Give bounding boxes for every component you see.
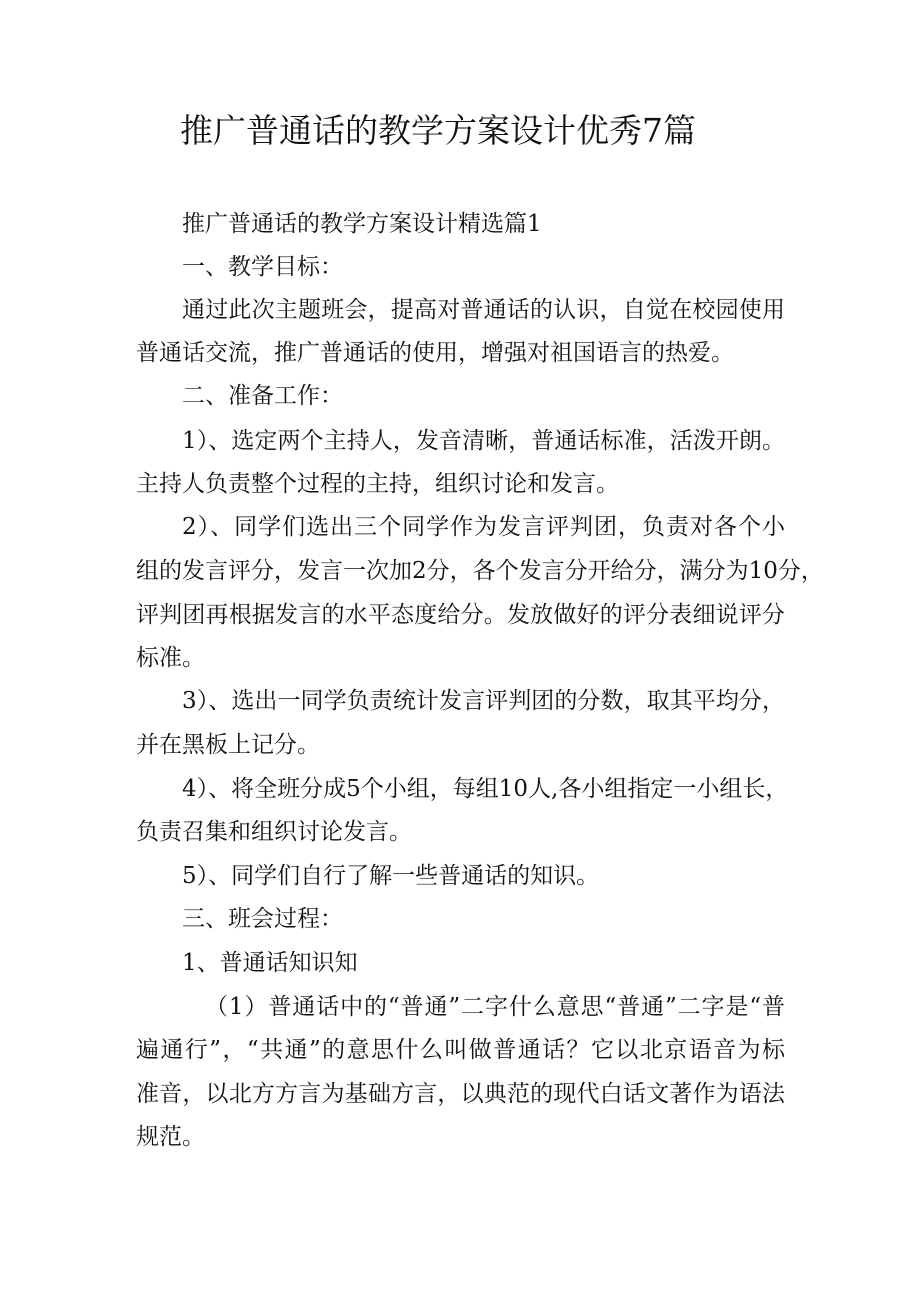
paragraph-line: 1）、选定两个主持人，发音清晰，普通话标准，活泼开朗。 — [182, 428, 785, 454]
heading-preparation: 二、准备工作： — [182, 383, 343, 409]
paragraph-line: 遍通行”，“共通”的意思什么叫做普通话？它以北京语音为标 — [136, 1037, 785, 1063]
section-heading: 推广普通话的教学方案设计精选篇1 — [182, 211, 542, 237]
paragraph-line: 普通话交流，推广普通话的使用，增强对祖国语言的热爱。 — [136, 340, 734, 366]
subheading: 1、普通话知识知 — [182, 950, 358, 976]
paragraph-line: 通过此次主题班会，提高对普通话的认识，自觉在校园使用 — [182, 297, 785, 323]
paragraph-line: 3）、选出一同学负责统计发言评判团的分数，取其平均分， — [182, 688, 785, 714]
paragraph-line: 标准。 — [136, 645, 205, 671]
paragraph-line: 5）、同学们自行了解一些普通话的知识。 — [182, 863, 600, 889]
paragraph-line: 规范。 — [136, 1124, 205, 1150]
paragraph-line: （1）普通话中的“普通”二字什么意思“普通”二字是“普 — [205, 994, 785, 1020]
heading-objectives: 一、教学目标： — [182, 254, 343, 280]
paragraph-line: 2）、同学们选出三个同学作为发言评判团，负责对各个小 — [182, 514, 785, 540]
paragraph-line: 负责召集和组织讨论发言。 — [136, 819, 412, 845]
paragraph-line: 主持人负责整个过程的主持，组织讨论和发言。 — [136, 471, 619, 497]
paragraph-line: 并在黑板上记分。 — [136, 732, 320, 758]
paragraph-line: 4）、将全班分成5个小组，每组10人,各小组指定一小组长， — [182, 776, 789, 802]
heading-process: 三、班会过程： — [182, 906, 343, 932]
paragraph-line: 组的发言评分，发言一次加2分，各个发言分开给分，满分为10分， — [136, 558, 824, 584]
paragraph-line: 评判团再根据发言的水平态度给分。发放做好的评分表细说评分 — [136, 602, 785, 628]
paragraph-line: 准音，以北方方言为基础方言，以典范的现代白话文著作为语法 — [136, 1081, 785, 1107]
document-title: 推广普通话的教学方案设计优秀7篇 — [180, 111, 696, 150]
